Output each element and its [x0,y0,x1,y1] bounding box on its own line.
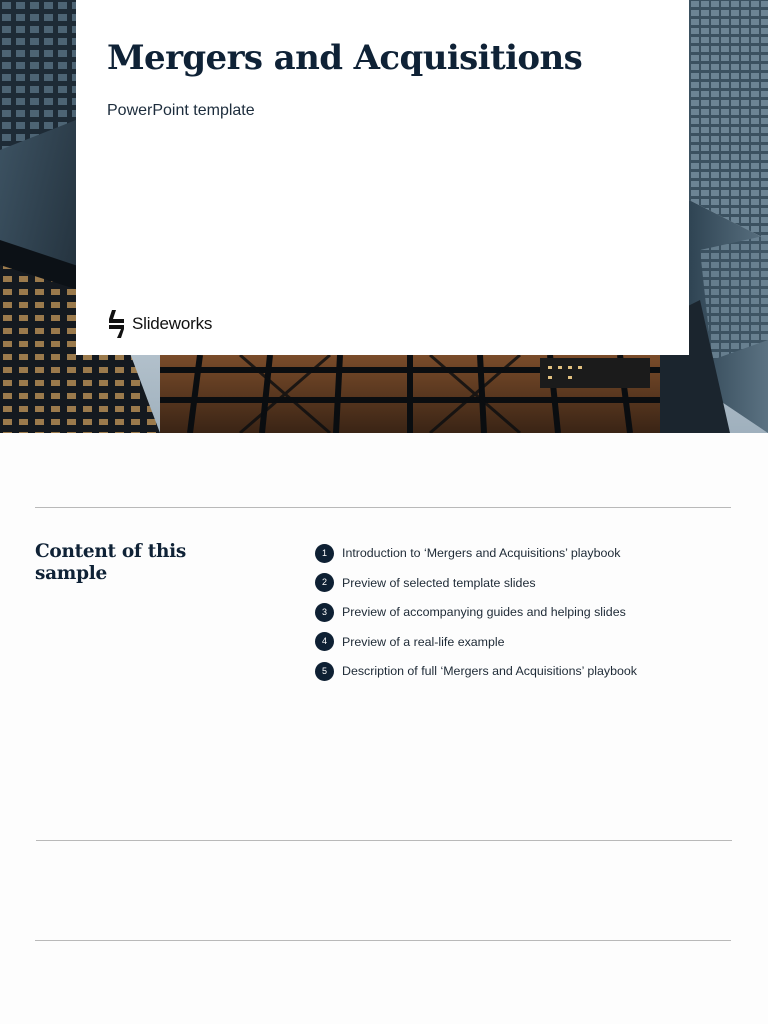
list-item [315,573,637,593]
cover-title: Mergers and Acquisitions [107,38,583,78]
item-text: Introduction to ‘Mergers and Acquisitions’ playbook [342,546,621,560]
item-number-badge: 4 [315,632,334,651]
list-item [315,661,637,681]
divider-top [35,507,731,508]
list-item [315,543,637,563]
item-number-badge: 2 [315,573,334,592]
contents-list [315,543,637,691]
list-item [315,602,637,622]
list-item [315,632,637,652]
cover-slide [0,0,768,433]
item-text: Preview of accompanying guides and helping slides [342,605,626,619]
brand-logo [107,310,212,338]
item-text: Description of full ‘Mergers and Acquisitions’ playbook [342,664,637,678]
item-text: Preview of a real-life example [342,634,505,649]
contents-heading: Content of this sample [35,541,186,584]
divider-bottom [35,940,731,941]
item-number-badge: 1 [315,544,334,563]
cover-subtitle: PowerPoint template [107,102,255,119]
contents-slide [0,433,768,1024]
item-number-badge: 5 [315,662,334,681]
item-text: Preview of selected template slides [342,575,536,590]
slideworks-logo-icon [107,310,127,338]
title-card [76,0,689,355]
brand-name: Slideworks [132,314,213,333]
divider-middle [36,840,732,841]
item-number-badge: 3 [315,603,334,622]
